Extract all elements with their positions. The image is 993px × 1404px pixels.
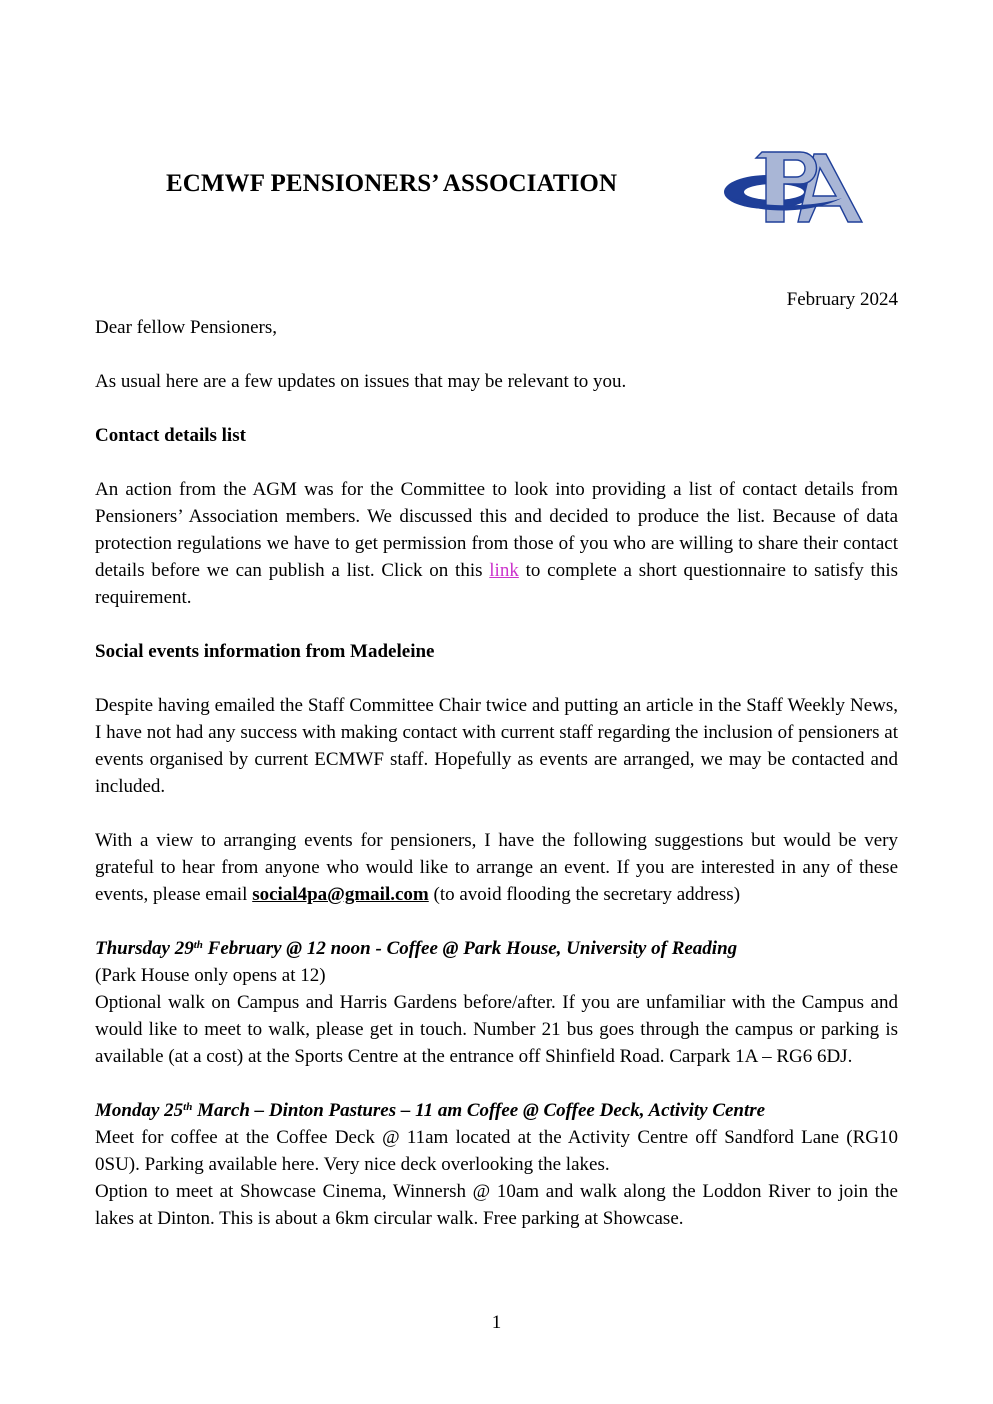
social-email-link[interactable]: social4pa@gmail.com xyxy=(252,884,429,905)
event-2-heading-prefix: Monday 25 xyxy=(95,1100,184,1121)
event-2 xyxy=(95,1097,898,1232)
letter-date: February 2024 xyxy=(786,289,898,310)
event-2-heading-sup: th xyxy=(183,1101,193,1113)
event-2-heading xyxy=(95,1097,898,1124)
event-2-heading-suffix: March – Dinton Pastures – 11 am Coffee @ Coffee Deck, Activity Centre xyxy=(192,1100,766,1121)
contact-section-heading: Contact details list xyxy=(95,425,246,446)
event-1-heading-prefix: Thursday 29 xyxy=(95,938,194,959)
event-1-heading xyxy=(95,935,898,962)
social-section-heading: Social events information from Madeleine xyxy=(95,641,435,662)
event-1 xyxy=(95,935,898,1070)
event-1-heading-sup: th xyxy=(193,939,203,951)
social-paragraph-2 xyxy=(95,827,898,908)
contact-text-before-link: An action from the AGM was for the Committee to look into providing a list of contact details from Pensioners’ Association members. We discussed this and decided to produce the list. Because of data protection regulations we have to get permission from those of you who are willing to share their contact details before we can publish a list. Click on this xyxy=(95,479,898,581)
letter-body xyxy=(95,314,898,1232)
event-2-line-1: Meet for coffee at the Coffee Deck @ 11am located at the Activity Centre off Sandford Lane (RG10 0SU). Parking available here. Very nice deck overlooking the lakes. xyxy=(95,1127,898,1175)
intro-paragraph: As usual here are a few updates on issues that may be relevant to you. xyxy=(95,371,627,392)
page-number: 1 xyxy=(491,1312,502,1333)
salutation: Dear fellow Pensioners, xyxy=(95,317,278,338)
event-1-line-2: Optional walk on Campus and Harris Gardens before/after. If you are unfamiliar with the Campus and would like to meet to walk, please get in touch. Number 21 bus goes through the campus or parking is available (at a cost) at the Sports Centre at the entrance off Shinfield Road. Carpark 1A – RG6 6DJ. xyxy=(95,992,898,1067)
page-title: ECMWF PENSIONERS’ ASSOCIATION xyxy=(166,170,618,197)
social-text-before-email: With a view to arranging events for pensioners, I have the following suggestions but would be very grateful to hear from anyone who would like to arrange an event. If you are interested in any of these events, please email xyxy=(95,830,898,905)
contact-text-after-link: to complete a short questionnaire to satisfy this requirement. xyxy=(95,560,899,608)
questionnaire-link[interactable]: link xyxy=(489,560,519,581)
contact-section-paragraph xyxy=(95,476,898,611)
event-1-line-1: (Park House only opens at 12) xyxy=(95,965,326,986)
event-2-line-2: Option to meet at Showcase Cinema, Winnersh @ 10am and walk along the Loddon River to join the lakes at Dinton. This is about a 6km circular walk. Free parking at Showcase. xyxy=(95,1181,898,1229)
social-paragraph-1: Despite having emailed the Staff Committee Chair twice and putting an article in the Staff Weekly News, I have not had any success with making contact with current staff regarding the inclusion of pensioners at events organised by current ECMWF staff. Hopefully as events are arranged, we may be contacted and included. xyxy=(95,695,898,797)
social-text-after-email: (to avoid flooding the secretary address) xyxy=(428,884,741,905)
event-1-heading-suffix: February @ 12 noon - Coffee @ Park House, University of Reading xyxy=(202,938,738,959)
pa-logo xyxy=(722,150,866,226)
